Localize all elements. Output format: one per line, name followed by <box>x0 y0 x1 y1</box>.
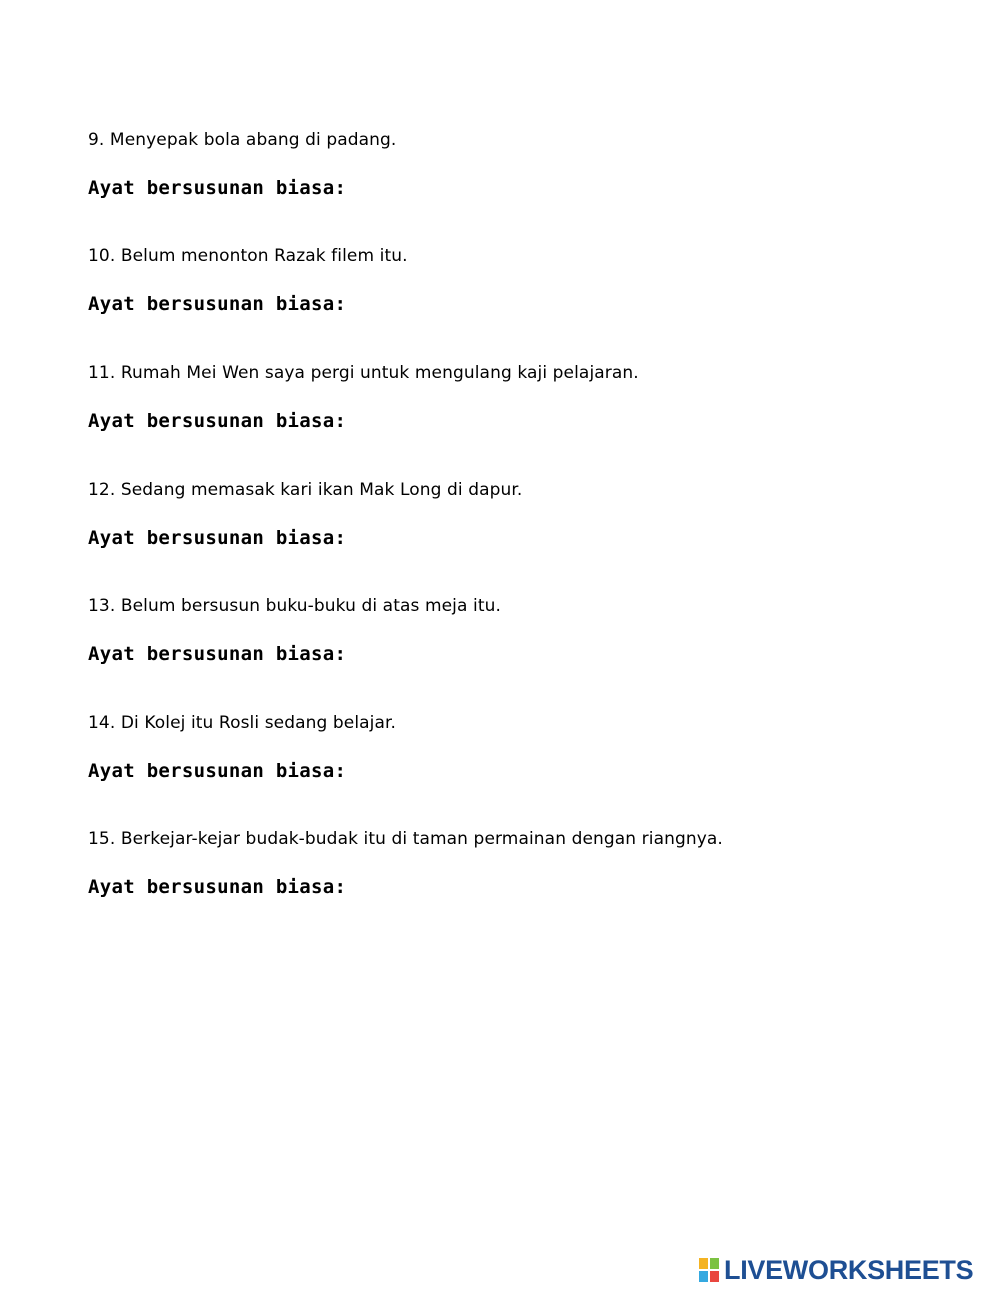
question-text: 9. Menyepak bola abang di padang. <box>88 130 397 150</box>
answer-label: Ayat bersusunan biasa: <box>88 760 347 782</box>
question-text: 11. Rumah Mei Wen saya pergi untuk mengulang kaji pelajaran. <box>88 363 639 383</box>
answer-label: Ayat bersusunan biasa: <box>88 177 347 199</box>
question-text: 12. Sedang memasak kari ikan Mak Long di dapur. <box>88 480 523 500</box>
question-text: 10. Belum menonton Razak filem itu. <box>88 246 408 266</box>
liveworksheets-logo-icon <box>698 1257 720 1283</box>
answer-label: Ayat bersusunan biasa: <box>88 876 347 898</box>
question-text: 13. Belum bersusun buku-buku di atas meja itu. <box>88 596 501 616</box>
answer-label: Ayat bersusunan biasa: <box>88 293 347 315</box>
liveworksheets-brand[interactable] <box>698 1255 973 1285</box>
answer-label: Ayat bersusunan biasa: <box>88 410 347 432</box>
brand-text: LIVEWORKSHEETS <box>724 1254 974 1285</box>
question-text: 15. Berkejar-kejar budak-budak itu di taman permainan dengan riangnya. <box>88 829 723 849</box>
answer-label: Ayat bersusunan biasa: <box>88 643 347 665</box>
answer-label: Ayat bersusunan biasa: <box>88 527 347 549</box>
question-text: 14. Di Kolej itu Rosli sedang belajar. <box>88 713 397 733</box>
